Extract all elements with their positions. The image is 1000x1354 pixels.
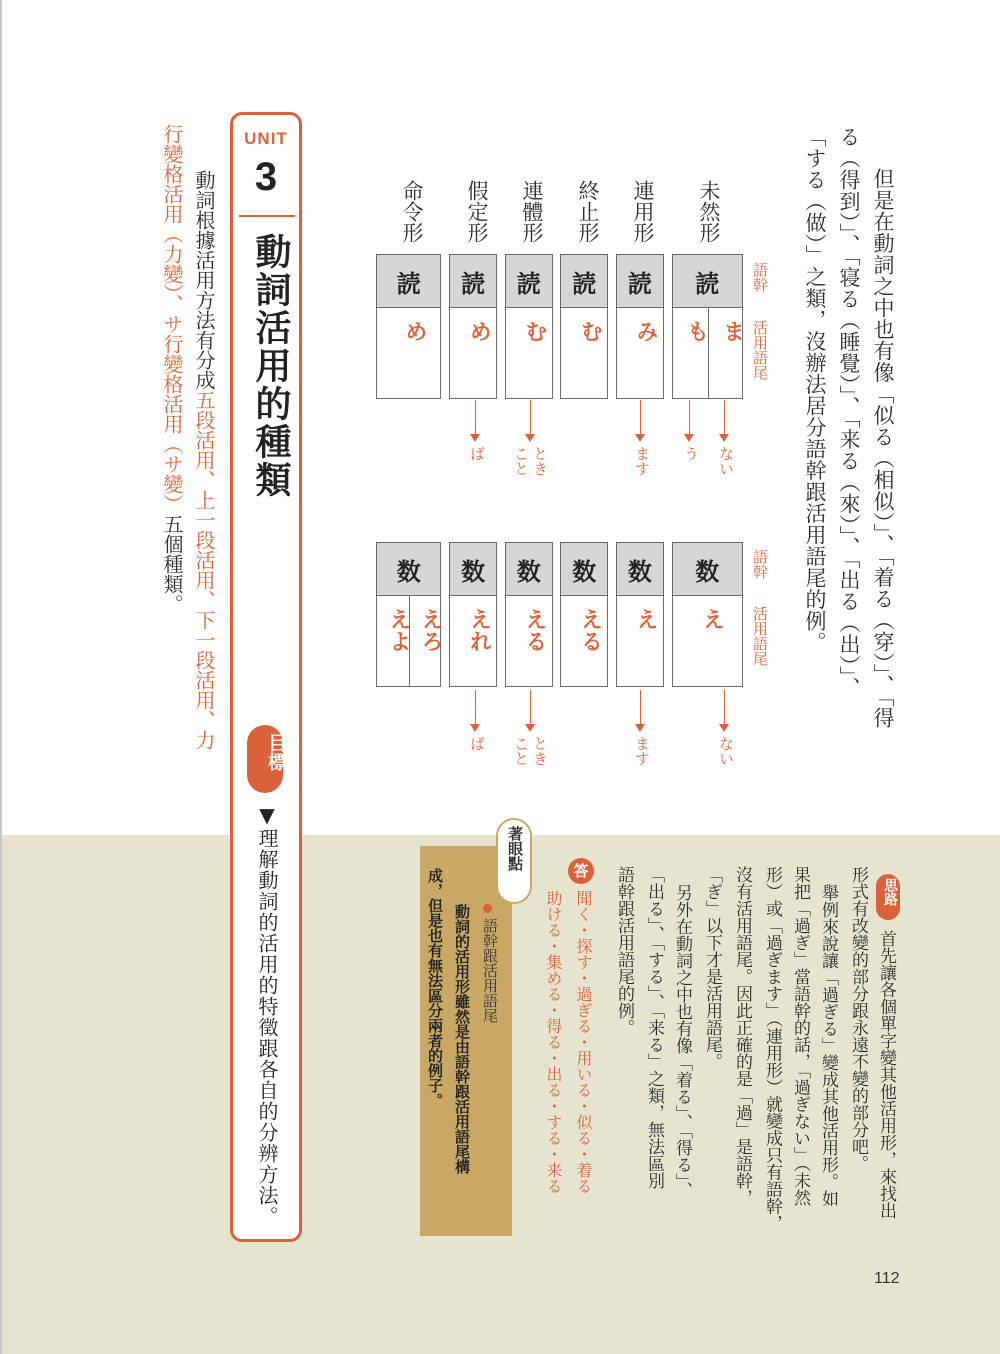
ending-text: えよ	[386, 608, 411, 652]
ending-text: ま	[719, 320, 745, 342]
unit-panel	[230, 112, 302, 1242]
note-heading: 語幹跟活用語尾	[481, 918, 499, 1023]
stem-row	[377, 255, 743, 308]
thinking-col6: 沒有活用語尾。因此正確的是「過」是語幹，	[732, 866, 752, 1206]
ending-cell-shushi	[561, 308, 608, 399]
intro-line1	[190, 170, 219, 750]
stem-cell: 数	[450, 543, 497, 596]
ending-text: える	[577, 608, 603, 652]
stem-cell: 読	[617, 255, 664, 308]
ending-text: む	[521, 320, 547, 342]
suffix-koto: こと	[512, 736, 530, 766]
stem-cell: 読	[377, 255, 441, 308]
answer-col2: 助ける・集める・得る・出る・する・来る	[544, 890, 563, 1194]
intro-highlight: 行變格活用（力變）、サ行變格活用（サ變）	[160, 124, 184, 514]
ending-row	[377, 596, 743, 687]
ending-text: えれ	[466, 608, 492, 652]
suffix-masu: ます	[633, 446, 651, 476]
goal-badge-label: 目標	[265, 733, 287, 771]
intro-text: 動詞根據活用方法有分成	[192, 170, 216, 390]
top-paragraph-col2: る（得到）」、「寝る（睡覺）」、「来る（來）」、「出る（出）」、	[837, 126, 861, 699]
ending-text: も	[683, 320, 709, 342]
thinking-badge	[876, 874, 900, 920]
thinking-col10: 語幹跟活用語尾的例。	[614, 866, 634, 1036]
note-col1: 動詞的活用形雖然是由語幹跟活用語尾構	[453, 904, 471, 1174]
note-col2: 成，但是也有無法區分兩者的例子。	[426, 868, 444, 1108]
thinking-col3: 舉例來說讓「過ぎる」變成其他活用形。如	[818, 884, 838, 1207]
stem-axis-label: 語幹	[751, 549, 769, 579]
ending-cell-katei	[450, 308, 497, 399]
ending-text: え	[699, 608, 725, 630]
form-label-katei: 假定形	[465, 180, 489, 243]
ending-text: む	[577, 320, 603, 342]
form-label-mizen: 未然形	[697, 180, 721, 243]
thinking-col8: 另外在動詞之中也有像「着る」、「得る」、	[672, 884, 692, 1199]
ending-cell-renyo	[617, 596, 664, 687]
suffix-masu: ます	[633, 736, 651, 766]
suffix-toki: とき	[531, 736, 549, 766]
ending-text: め	[466, 320, 492, 342]
ending-cell-renyo	[617, 308, 664, 399]
unit-number: 3	[254, 155, 278, 199]
form-label-shushi: 終止形	[576, 180, 600, 243]
ending-text: み	[633, 320, 658, 342]
thinking-col5: 形）或「過ぎます」（連用形）就變成只有語幹，	[762, 866, 782, 1232]
thinking-badge-label: 思路	[882, 878, 898, 906]
intro-line2	[158, 124, 187, 614]
stem-cell: 数	[561, 543, 608, 596]
top-paragraph-col3: 「する（做）」之類，沒辦法居分語幹跟活用語尾的例。	[803, 126, 827, 653]
unit-title: 動詞活用的種類	[250, 233, 291, 499]
unit-divider	[239, 215, 295, 217]
stem-axis-label: 語幹	[751, 262, 769, 292]
form-label-rentai: 連體形	[520, 180, 544, 243]
ending-cell-mizen	[672, 596, 742, 687]
page-number: 112	[874, 1270, 900, 1287]
bullet-icon	[483, 904, 492, 913]
ending-cell-meirei	[377, 596, 441, 687]
ending-cell-rentai	[505, 596, 552, 687]
suffix-ba: ば	[468, 446, 486, 461]
top-paragraph-col1: 但是在動詞之中也有像「似る（相似）」、「着る（穿）」、「得	[871, 168, 895, 729]
goal-text: ▼理解動詞的活用的特徵跟各自的分辨方法。	[255, 803, 279, 1227]
suffix-u: う	[682, 446, 700, 461]
note-tag	[496, 818, 532, 904]
suffix-koto: こと	[512, 446, 530, 476]
ending-cell-katei	[450, 596, 497, 687]
ending-cell-rentai	[505, 308, 552, 399]
ending-text: えろ	[418, 608, 443, 652]
ending-axis-label: 活用語尾	[751, 606, 769, 666]
suffix-toki: とき	[531, 446, 549, 476]
thinking-col4: 果把「過ぎ」當語幹的話，「過ぎない」（未然	[790, 866, 810, 1206]
intro-text: 五個種類。	[160, 514, 184, 614]
suffix-nai: ない	[717, 446, 735, 476]
thinking-col1: 首先讓各個單字變其他活用形，來找出	[876, 930, 896, 1219]
ending-text: える	[521, 608, 547, 652]
suffix-nai: ない	[717, 736, 735, 766]
ending-axis-label: 活用語尾	[751, 320, 769, 380]
form-label-renyo: 連用形	[631, 180, 655, 243]
stem-cell: 読	[505, 255, 552, 308]
ending-text: め	[402, 320, 427, 342]
stem-cell: 数	[377, 543, 441, 596]
thinking-col2: 形式有改變的部分跟永遠不變的部分吧。	[848, 866, 868, 1172]
goal-badge	[247, 725, 287, 793]
ending-cell-shushi	[561, 596, 608, 687]
stem-cell: 数	[672, 543, 742, 596]
ending-cell-meirei	[377, 308, 441, 399]
note-tag-label: 著眼點	[506, 826, 524, 871]
stem-cell: 数	[505, 543, 552, 596]
form-label-meirei: 命令形	[400, 180, 424, 243]
answer-col1: 聞く・探す・過ぎる・用いる・似る・着る	[574, 890, 593, 1194]
conjugation-table-yomu	[376, 254, 743, 399]
intro-highlight: 五段活用、上一段活用、下一段活用、力	[192, 390, 216, 750]
thinking-col9: 「出る」、「する」、「来る」之類，無法區別	[644, 866, 664, 1189]
stem-cell: 読	[450, 255, 497, 308]
thinking-col7: 「ぎ」以下才是活用語尾。	[702, 866, 722, 1070]
unit-label: UNIT	[244, 129, 288, 148]
ending-cell-mizen	[672, 308, 745, 399]
stem-cell: 数	[617, 543, 664, 596]
page-spine	[0, 0, 2, 1354]
ending-text: え	[633, 608, 658, 630]
stem-row	[377, 543, 743, 596]
ending-row	[377, 308, 743, 399]
stem-cell: 読	[561, 255, 608, 308]
stem-cell: 読	[672, 255, 742, 308]
answer-badge: 答	[568, 858, 594, 884]
conjugation-table-kazoeru	[376, 542, 743, 687]
suffix-ba: ば	[468, 736, 486, 751]
